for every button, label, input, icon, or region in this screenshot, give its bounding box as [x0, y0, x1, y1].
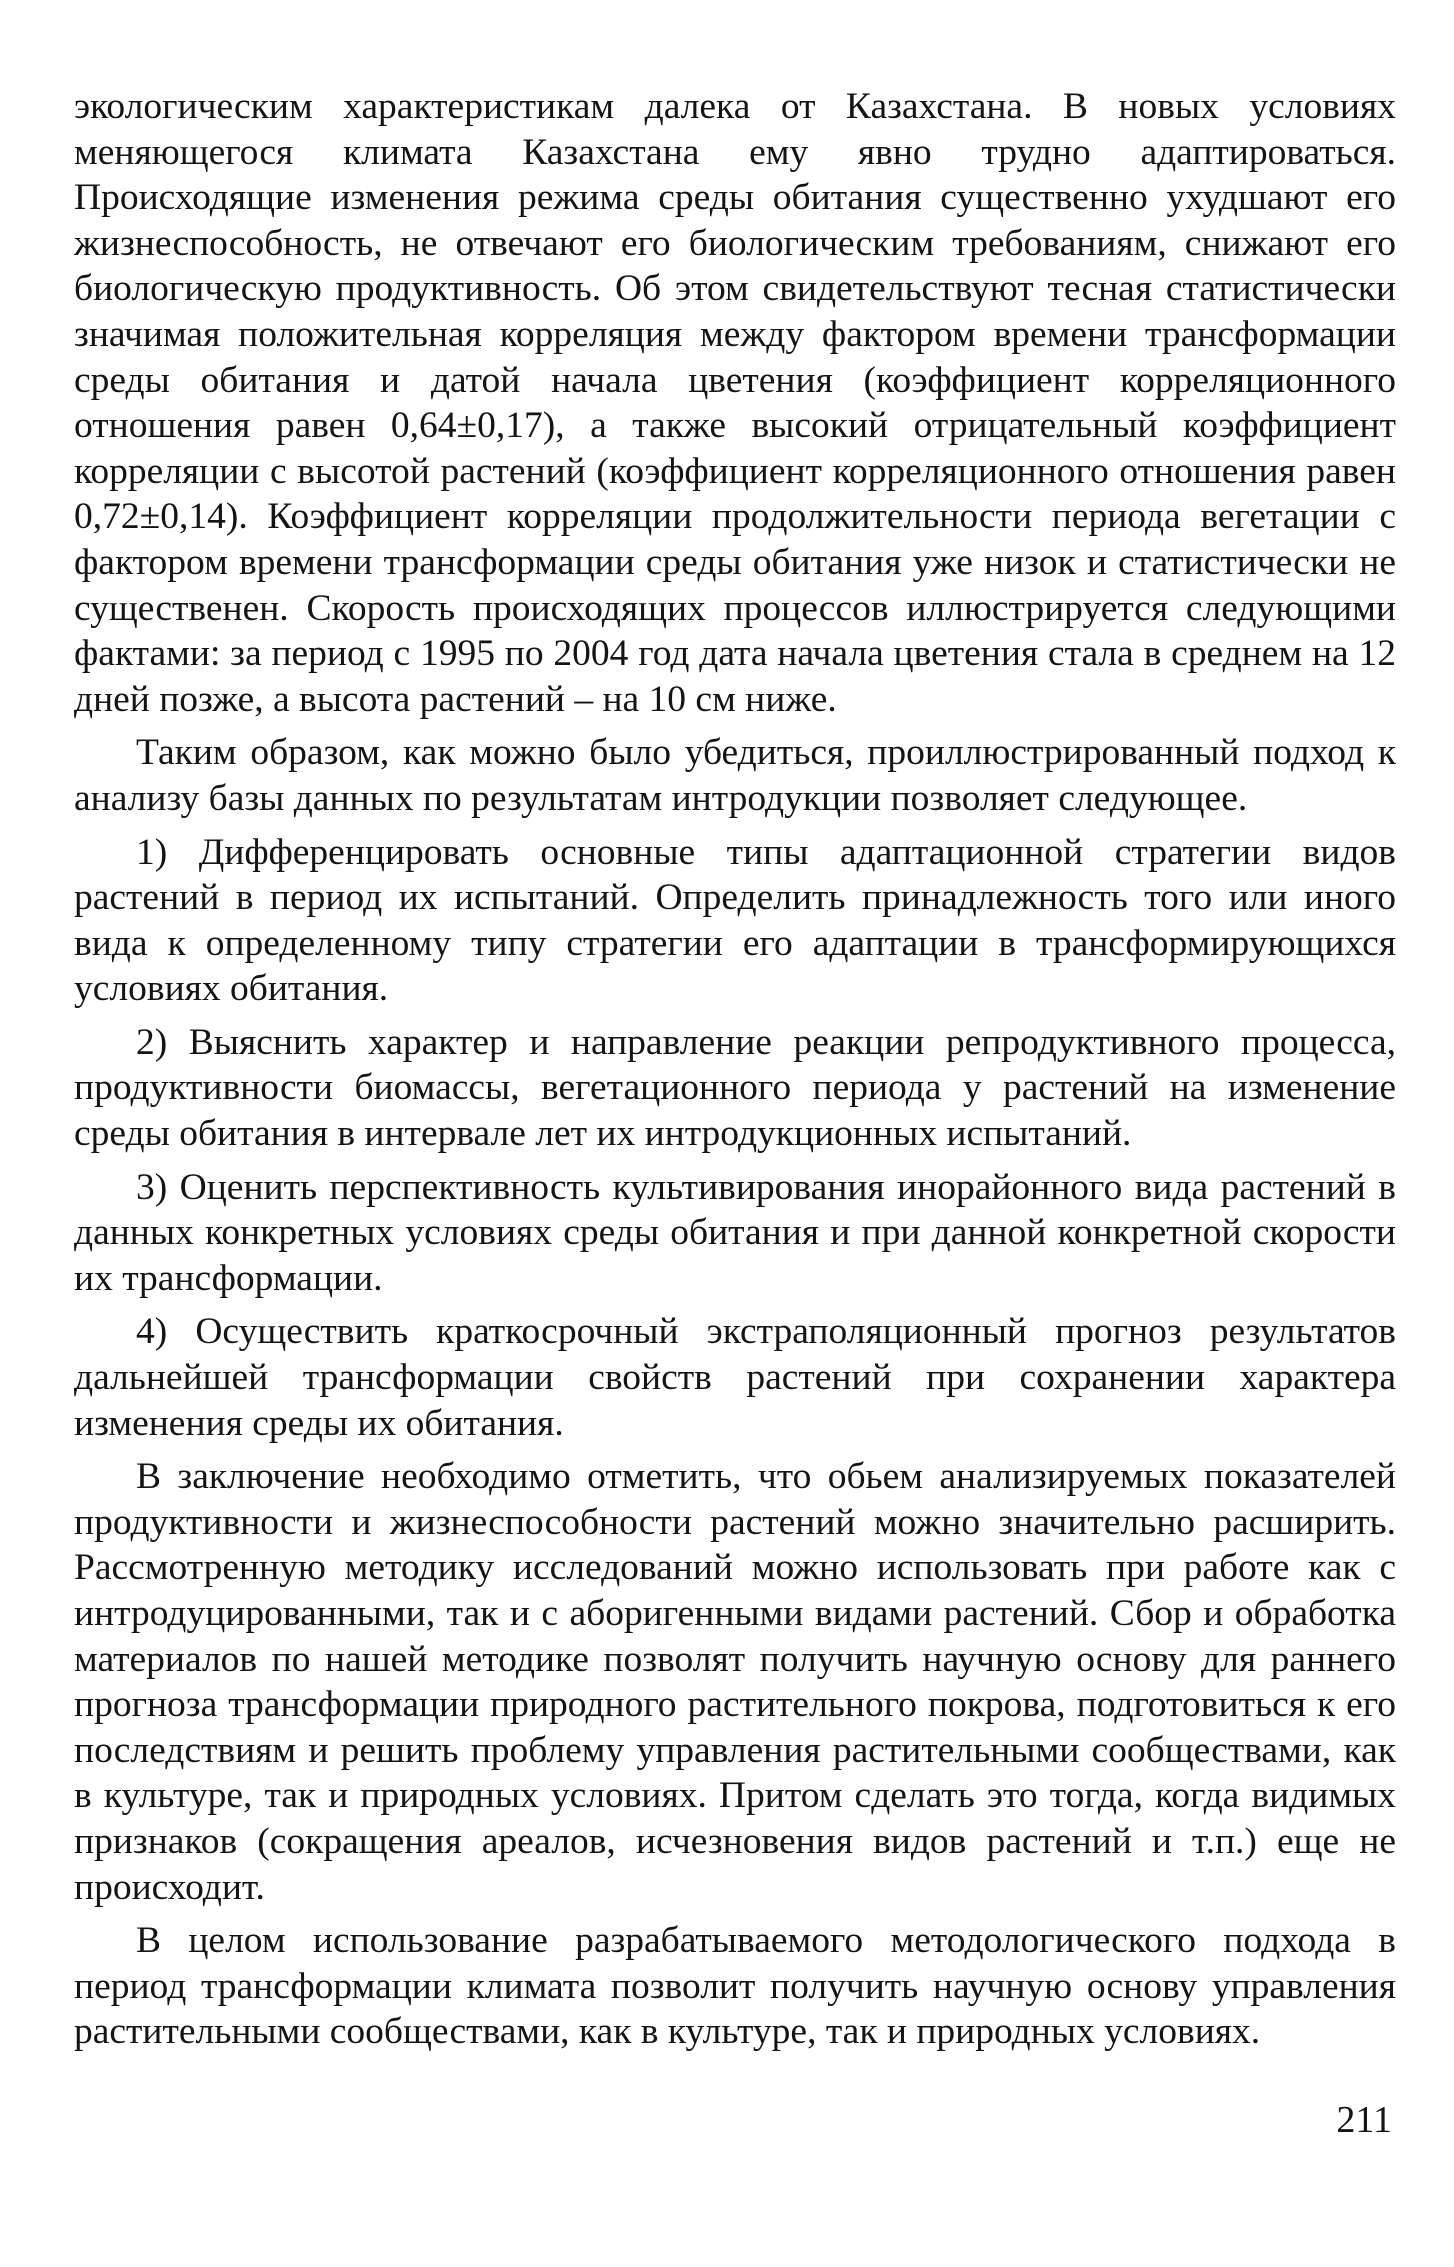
- list-item-3: 3) Оценить перспективность культивирования инорайонного вида растений в данных конкретных условиях среды обитания и при данной конкретной скорости их трансформации.: [74, 1166, 1396, 1299]
- paragraph-conclusion: В заключение необходимо отметить, что обьем анализируемых показателей продуктивности и жизнеспособности растений можно значительно расширить. Рассмотренную методику исследований можно использовать при работе как с интродуцированными, так и с аборигенными видами растений. Сбор и обработка материалов по нашей методике позволят получить научную основу для раннего прогноза трансформации природного растительного покрова, подготовиться к его последствиям и решить проблему управления растительными сообществами, как в культуре, так и природных условиях. Притом сделать это тогда, когда видимых признаков (сокращения ареалов, исчезновения видов растений и т.п.) еще не происходит.: [74, 1456, 1396, 1908]
- body-text: [74, 84, 1396, 2063]
- paragraph-continuation: экологическим характеристикам далека от Казахстана. В новых условиях меняющегося климата Казахстана ему явно трудно адаптироваться. Происходящие изменения режима среды обитания существенно ухудшают его жизнеспособность, не отвечают его биологическим требованиям, снижают его биологическую продуктивность. Об этом свидетельствуют тесная статистически значимая положительная корреляция между фактором времени трансформации среды обитания и датой начала цветения (коэффициент корреляционного отношения равен 0,64±0,17), а также высокий отрицательный коэффициент корреляции с высотой растений (коэффициент корреляционного отношения равен 0,72±0,14). Коэффициент корреляции продолжительности периода вегетации с фактором времени трансформации среды обитания уже низок и статистически не существенен. Скорость происходящих процессов иллюстрируется следующими фактами: за период с 1995 по 2004 год дата начала цветения стала в среднем на 12 дней позже, а высота растений – на 10 см ниже.: [74, 86, 1396, 720]
- list-item-2: 2) Выяснить характер и направление реакции репродуктивного процесса, продуктивности биомассы, вегетационного периода у растений на изменение среды обитания в интервале лет их интродукционных испытаний.: [74, 1021, 1396, 1155]
- list-item-1: 1) Дифференцировать основные типы адаптационной стратегии видов растений в период их испытаний. Определить принадлежность того или иного вида к определенному типу стратегии его адаптации в трансформирующихся условиях обитания.: [74, 831, 1396, 1010]
- paragraph-final: В целом использование разрабатываемого методологического подхода в период трансформации климата позволит получить научную основу управления растительными сообществами, как в культуре, так и природных условиях.: [74, 1920, 1396, 2053]
- page-number: 211: [1336, 2099, 1392, 2141]
- list-item-4: 4) Осуществить краткосрочный экстраполяционный прогноз результатов дальнейшей трансформации свойств растений при сохранении характера изменения среды их обитания.: [74, 1311, 1396, 1444]
- paragraph-summary-intro: Таким образом, как можно было убедиться, проиллюстрированный подход к анализу базы данных по результатам интродукции позволяет следующее.: [74, 732, 1396, 819]
